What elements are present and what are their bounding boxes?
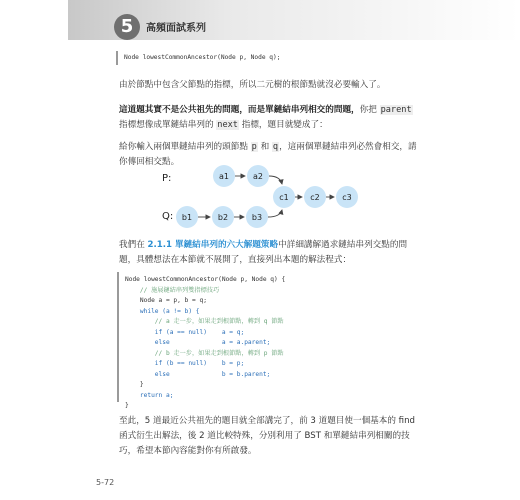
code-line-8: // b 走一步，如果走到根節點，轉到 p 節點 (125, 349, 284, 357)
linked-list-intersection-diagram (150, 162, 380, 230)
svg-text:a1: a1 (219, 172, 229, 181)
code-p: p (251, 142, 257, 152)
section-link-2-1-1[interactable]: 2.1.1 單鏈結串列的六大解題策略 (147, 240, 279, 250)
problem-text-b: 和 (260, 142, 270, 152)
page-header (0, 0, 520, 44)
insight-text-c: 指標，題目就變成了： (241, 120, 328, 130)
node-c3 (336, 186, 358, 208)
svg-text:b1: b1 (181, 213, 193, 222)
code-line-9: if (b == null) b = p; (125, 360, 245, 367)
paragraph-reference (119, 238, 419, 268)
code-line-2: // 施展鏈結串列雙指標技巧 (125, 286, 220, 294)
insight-text-b: 指標想像成單鏈結串列的 (119, 120, 214, 130)
paragraph-insight (119, 103, 419, 133)
node-b2 (212, 206, 234, 228)
svg-text:c1: c1 (279, 193, 289, 202)
code-next: next (217, 120, 238, 130)
label-q: Q: (162, 211, 174, 222)
problem-text-a: 給你輸入兩個單鏈結串列的頭節點 (119, 142, 248, 152)
page-number: 5-72 (96, 478, 115, 487)
svg-text:b3: b3 (251, 213, 263, 222)
code-line-1: Node lowestCommonAncestor(Node p, Node q) { (125, 276, 286, 283)
svg-text:b2: b2 (217, 213, 229, 222)
reference-text-b: 中詳細講解過求鏈結串列交點的問題，具體想法在本節就不展開了，直接列出本題的解法程式： (119, 240, 408, 265)
code-line-6: if (a == null) a = q; (125, 328, 245, 336)
node-c1 (273, 186, 295, 208)
code-line-3: Node a = p, b = q; (125, 297, 207, 304)
code-parent: parent (380, 105, 412, 115)
code-line-11: } (125, 381, 144, 388)
problem-text-c: ，這兩個單鏈結串列必然會相交，請你傳回相交點。 (119, 142, 417, 167)
code-line-12: return a; (125, 391, 174, 399)
insight-bold-text: 這道題其實不是公共祖先的問題，而是單鏈結串列相交的問題， (119, 105, 360, 115)
chapter-number-badge: 5 (114, 14, 140, 40)
label-p: P: (162, 173, 172, 184)
paragraph-parent-pointer: 由於節點中包含父節點的指標，所以二元樹的根節點就沒必要輸入了。 (119, 80, 386, 90)
svg-text:a2: a2 (253, 172, 263, 181)
code-line-4: while (a != b) { (125, 307, 200, 315)
reference-text-a: 我們在 (119, 240, 145, 250)
code-line-5: // a 走一步，如果走到根節點，轉到 q 節點 (125, 318, 284, 325)
signature-code-line: Node lowestCommonAncestor(Node p, Node q); (124, 54, 281, 61)
insight-text-a: 你把 (359, 105, 377, 115)
node-c2 (304, 186, 326, 208)
code-line-10: else b = b.parent; (125, 370, 271, 378)
chapter-title: 高頻面試系列 (146, 23, 206, 34)
node-a1 (213, 165, 235, 187)
code-q: q (272, 142, 279, 152)
node-b3 (246, 206, 268, 228)
svg-text:c3: c3 (342, 193, 352, 202)
code-line-7: else a = a.parent; (125, 339, 271, 346)
code-line-13: } (125, 402, 129, 409)
paragraph-conclusion: 至此，5 道最近公共祖先的題目就全部講完了，前 3 道題目使一個基本的 find 函式衍生出解法，後 2 道比較特殊，分別利用了 BST 和單鏈結串列相關的技巧，希望本節內容能對你有所啟發。 (119, 416, 415, 456)
node-a2 (247, 165, 269, 187)
solution-code-block (117, 272, 413, 409)
svg-text:c2: c2 (310, 193, 320, 202)
node-b1 (176, 206, 198, 228)
signature-code-block (116, 51, 408, 65)
